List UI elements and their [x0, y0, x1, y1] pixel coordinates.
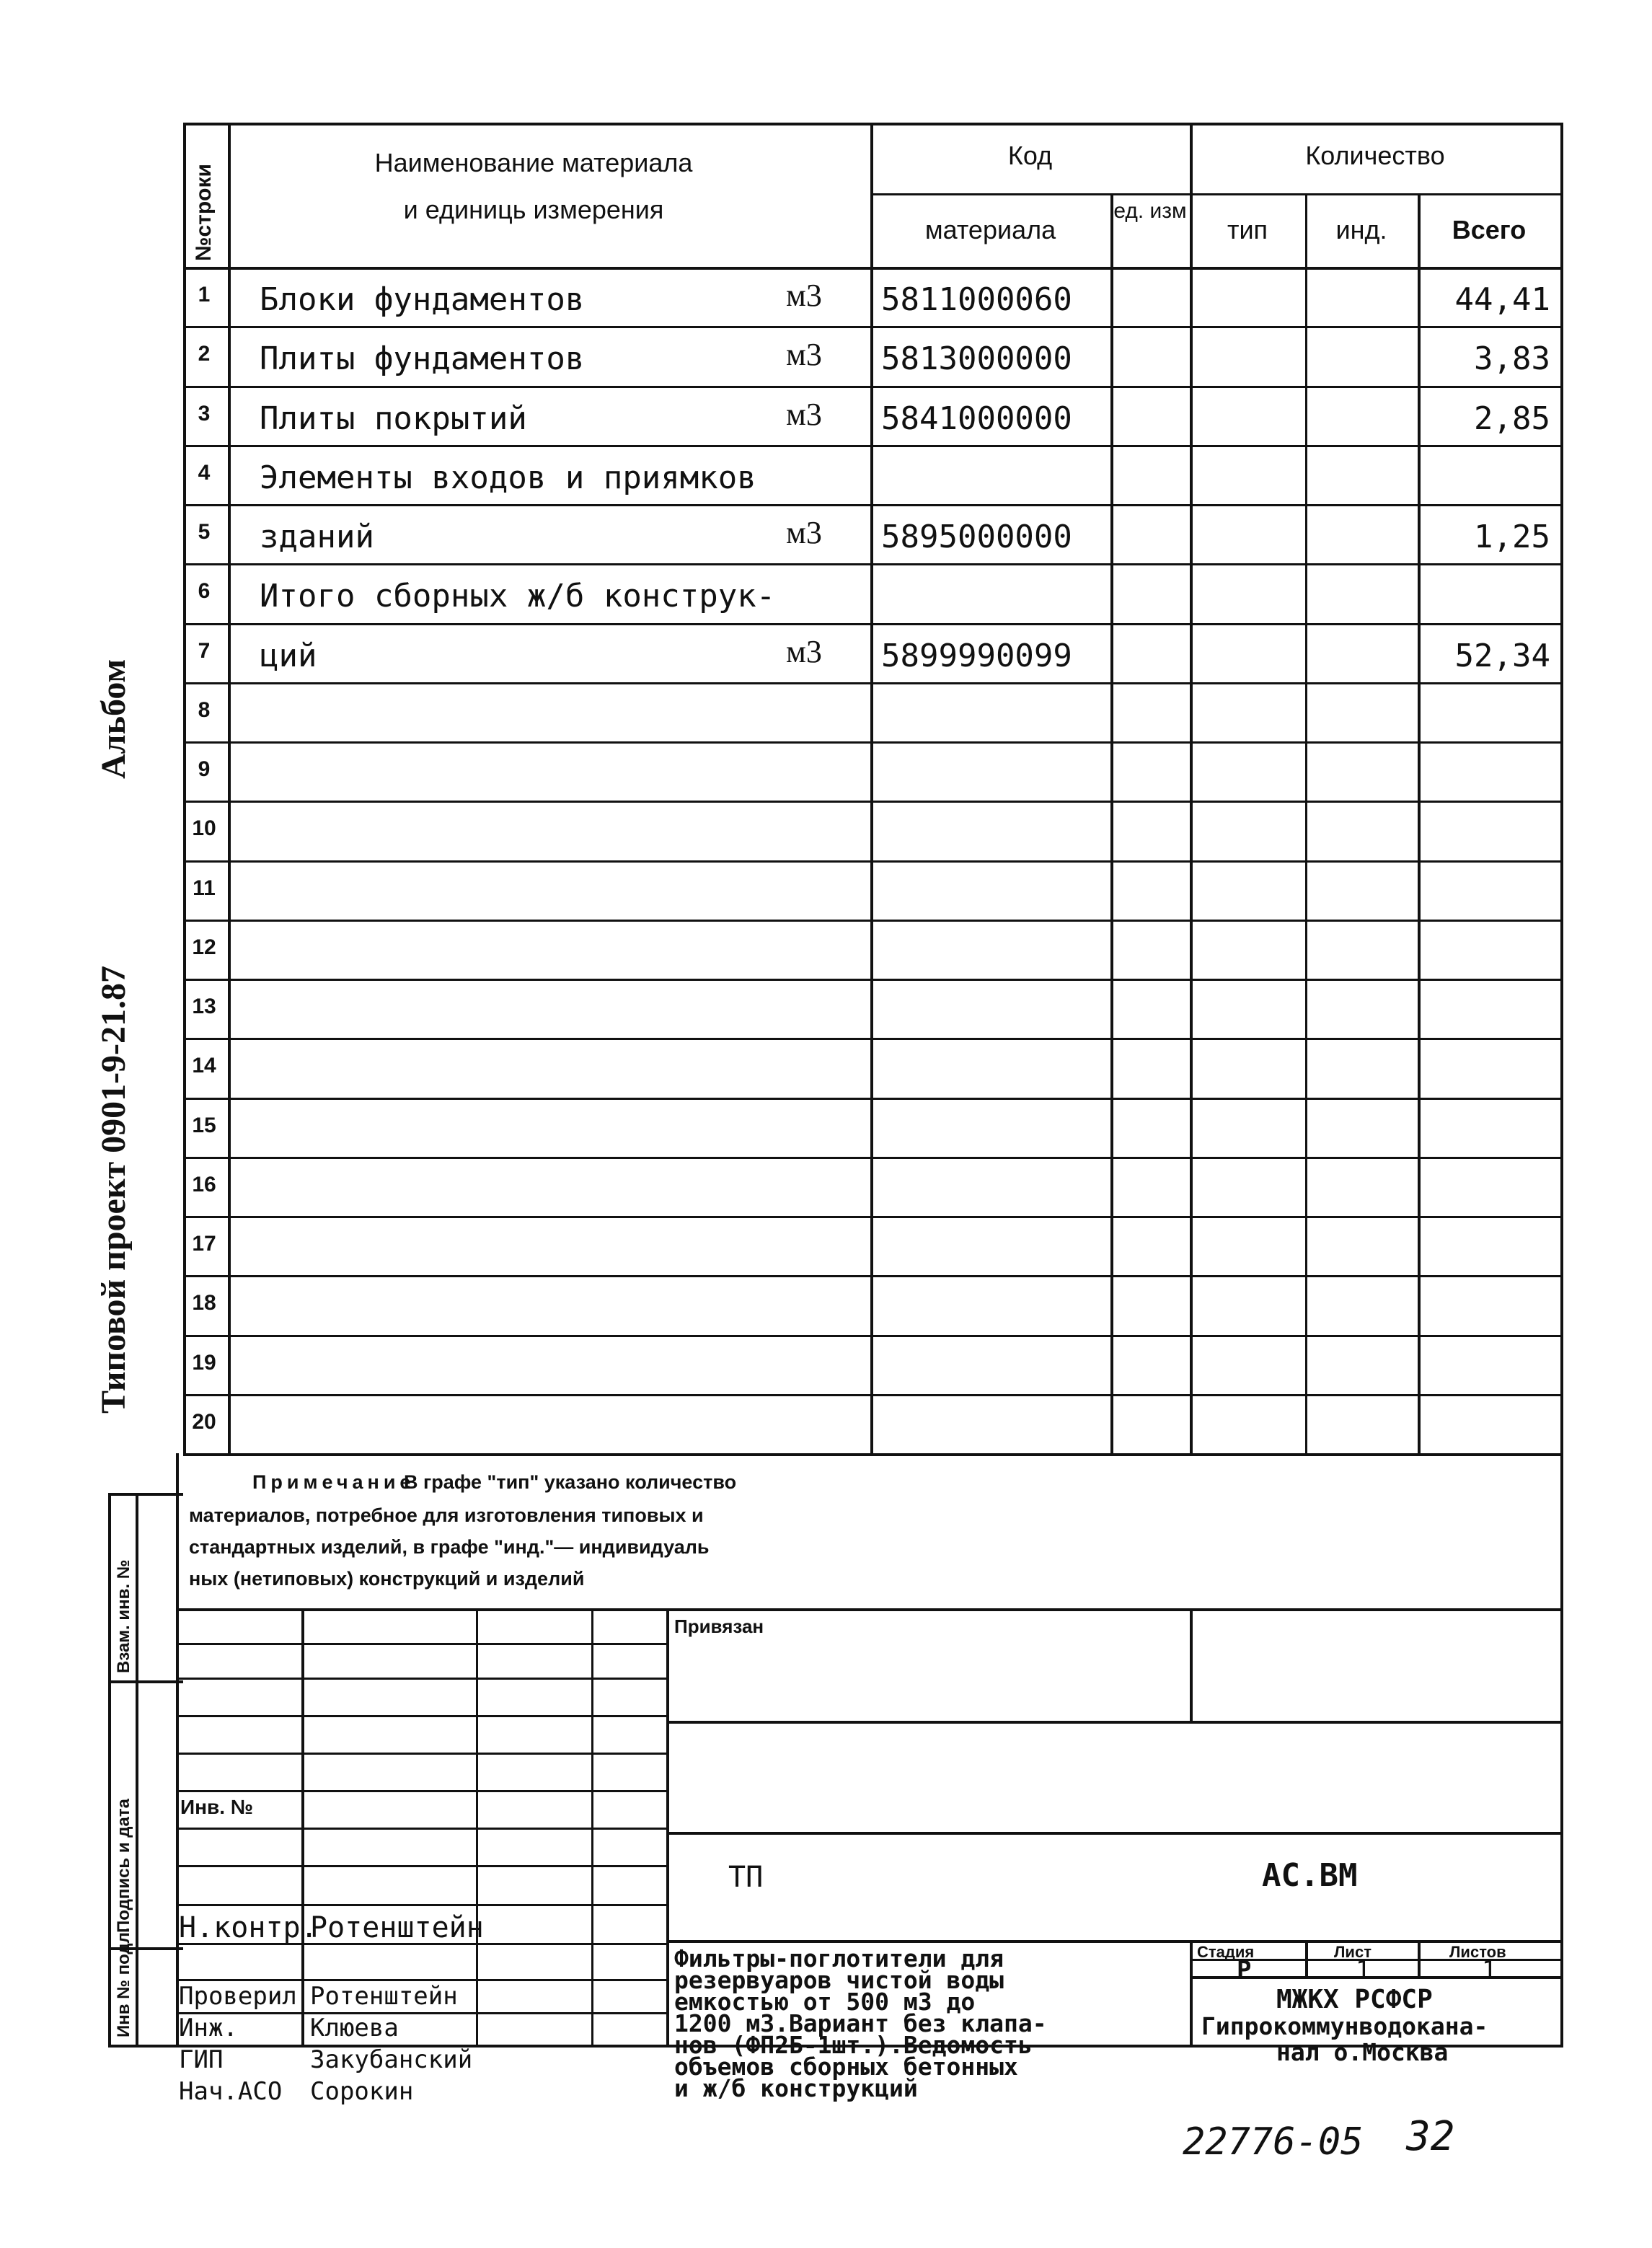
row-divider: [183, 386, 1563, 388]
row-number: 16: [192, 1172, 216, 1196]
gip-name: Закубанский: [310, 2045, 473, 2074]
row-name: Плиты покрытий: [260, 400, 527, 437]
row-name: Итого сборных ж/б конструк-: [260, 578, 776, 615]
name-header-line2: и единиць измерения: [403, 195, 664, 224]
sheets-value: 1: [1482, 1956, 1497, 1985]
desc-line5: нов (ФП2Б-1шт.).Ведомость: [674, 2031, 1033, 2059]
row-number: 18: [192, 1291, 216, 1315]
row-divider: [183, 1394, 1563, 1396]
row-total: 2,85: [1474, 400, 1550, 437]
row-divider: [183, 1098, 1563, 1100]
row-code: 5895000000: [881, 519, 1072, 555]
inzh-label: Инж.: [179, 2014, 238, 2042]
row-number: 15: [192, 1113, 216, 1137]
row-code: 5841000000: [881, 400, 1072, 437]
row-divider: [183, 741, 1563, 744]
row-number: 7: [198, 638, 211, 663]
project-label: Типовой проект 0901-9-21.87: [94, 965, 133, 1414]
name-header-line1: Наименование материала: [374, 148, 693, 177]
row-unit: м3: [786, 337, 822, 373]
row-number: 5: [198, 520, 211, 544]
row-number: 19: [192, 1350, 216, 1375]
row-divider: [183, 1038, 1563, 1040]
row-name: зданий: [260, 519, 374, 555]
row-number: 4: [198, 460, 211, 485]
inv-no-label: Инв. №: [180, 1796, 254, 1818]
qty-header: Количество: [1305, 141, 1445, 170]
row-divider: [183, 1275, 1563, 1277]
footer-stamp-number: 22776-05: [1183, 2120, 1364, 2164]
stamp-vzam: Взам. инв. №: [114, 1559, 133, 1673]
row-number: 2: [198, 342, 211, 366]
row-code: 5899990099: [881, 637, 1072, 674]
row-number-header: №строки: [192, 164, 216, 261]
note-line2: материалов, потребное для изготовления типовых и: [189, 1504, 704, 1526]
row-number: 13: [192, 995, 216, 1018]
privyazan-label: Привязан: [674, 1616, 764, 1637]
row-unit: м3: [786, 633, 822, 669]
org-line1: МЖКХ РСФСР: [1276, 1985, 1433, 2014]
row-divider: [183, 563, 1563, 565]
note-line1: В графе "тип" указано количество: [404, 1471, 737, 1493]
row-code: 5813000000: [881, 340, 1072, 378]
row-unit: м3: [786, 396, 822, 432]
row-name: ций: [260, 637, 317, 674]
row-divider: [183, 1216, 1563, 1218]
code-material-header: материала: [924, 215, 1056, 244]
row-code: 5811000060: [881, 281, 1072, 318]
row-number: 20: [192, 1409, 216, 1434]
row-number: 10: [192, 816, 216, 841]
tp-label: ТП: [728, 1861, 764, 1894]
stamp-sign-date: Подпись и дата: [114, 1799, 133, 1933]
sheet-label: Лист: [1334, 1943, 1371, 1961]
stamp-inv-podl: Инв № подл.: [114, 1927, 133, 2037]
row-divider: [183, 860, 1563, 863]
album-label: Альбом: [94, 658, 133, 779]
desc-line2: резервуаров чистой воды: [674, 1966, 1004, 1994]
document-code: АС.ВМ: [1262, 1857, 1358, 1894]
row-unit: м3: [786, 278, 822, 313]
row-number: 17: [192, 1232, 216, 1256]
row-total: 52,34: [1454, 637, 1550, 674]
nach-label: Нач.АСО: [179, 2077, 283, 2106]
row-number: 12: [192, 935, 216, 959]
sheet-value: 1: [1356, 1956, 1371, 1985]
row-number: 8: [198, 697, 211, 722]
stage-label: Стадия: [1197, 1943, 1255, 1961]
nach-name: Сорокин: [310, 2077, 414, 2106]
row-divider: [183, 1157, 1563, 1159]
row-divider: [183, 979, 1563, 981]
proveril-name: Ротенштейн: [310, 1982, 458, 2011]
row-divider: [183, 623, 1563, 625]
row-name: Элементы входов и приямков: [260, 459, 756, 496]
note-line3: стандартных изделий, в графе "инд."— индивидуаль: [189, 1536, 710, 1558]
row-name: Блоки фундаментов: [260, 281, 585, 318]
code-unit-header: ед. изм: [1113, 199, 1187, 223]
row-number: 11: [193, 876, 216, 900]
row-divider: [183, 504, 1563, 506]
row-unit: м3: [786, 515, 822, 550]
row-divider: [183, 801, 1563, 803]
note-line4: ных (нетиповых) конструкций и изделий: [189, 1568, 585, 1590]
qty-type-header: тип: [1227, 215, 1268, 244]
row-number: 14: [192, 1054, 216, 1078]
desc-line6: объемов сборных бетонных: [674, 2053, 1018, 2081]
n-kontr-name: Ротенштейн: [310, 1911, 484, 1944]
note-label: Примечание: [252, 1471, 415, 1493]
row-total: 44,41: [1454, 281, 1550, 318]
desc-line1: Фильтры-поглотители для: [674, 1944, 1004, 1972]
proveril-label: Проверил: [179, 1982, 297, 2011]
org-line3: нал о.Москва: [1276, 2038, 1449, 2066]
row-number: 6: [198, 579, 211, 604]
row-total: 1,25: [1474, 519, 1550, 555]
org-line2: Гипрокоммунводокана-: [1201, 2012, 1488, 2040]
n-kontr-label: Н.контр.: [179, 1911, 318, 1944]
row-total: 3,83: [1474, 340, 1550, 378]
qty-ind-header: инд.: [1335, 215, 1387, 244]
footer-page-number: 32: [1406, 2113, 1455, 2160]
desc-line3: емкостью от 500 м3 до: [674, 1988, 976, 2016]
qty-total-header: Всего: [1452, 215, 1527, 244]
row-divider: [183, 1335, 1563, 1337]
row-divider: [183, 920, 1563, 922]
row-divider: [183, 445, 1563, 447]
row-number: 9: [198, 757, 211, 781]
desc-line7: и ж/б конструкций: [674, 2074, 918, 2102]
row-number: 1: [198, 283, 211, 307]
row-number: 3: [198, 401, 211, 426]
sheets-label: Листов: [1449, 1943, 1506, 1961]
inzh-name: Клюева: [310, 2014, 399, 2042]
desc-line4: 1200 м3.Вариант без клапа-: [674, 2009, 1047, 2037]
gip-label: ГИП: [179, 2045, 224, 2074]
code-header: Код: [1007, 141, 1053, 170]
row-name: Плиты фундаментов: [260, 340, 585, 378]
stage-value: Р: [1237, 1956, 1252, 1985]
row-divider: [183, 682, 1563, 684]
row-divider: [183, 326, 1563, 328]
